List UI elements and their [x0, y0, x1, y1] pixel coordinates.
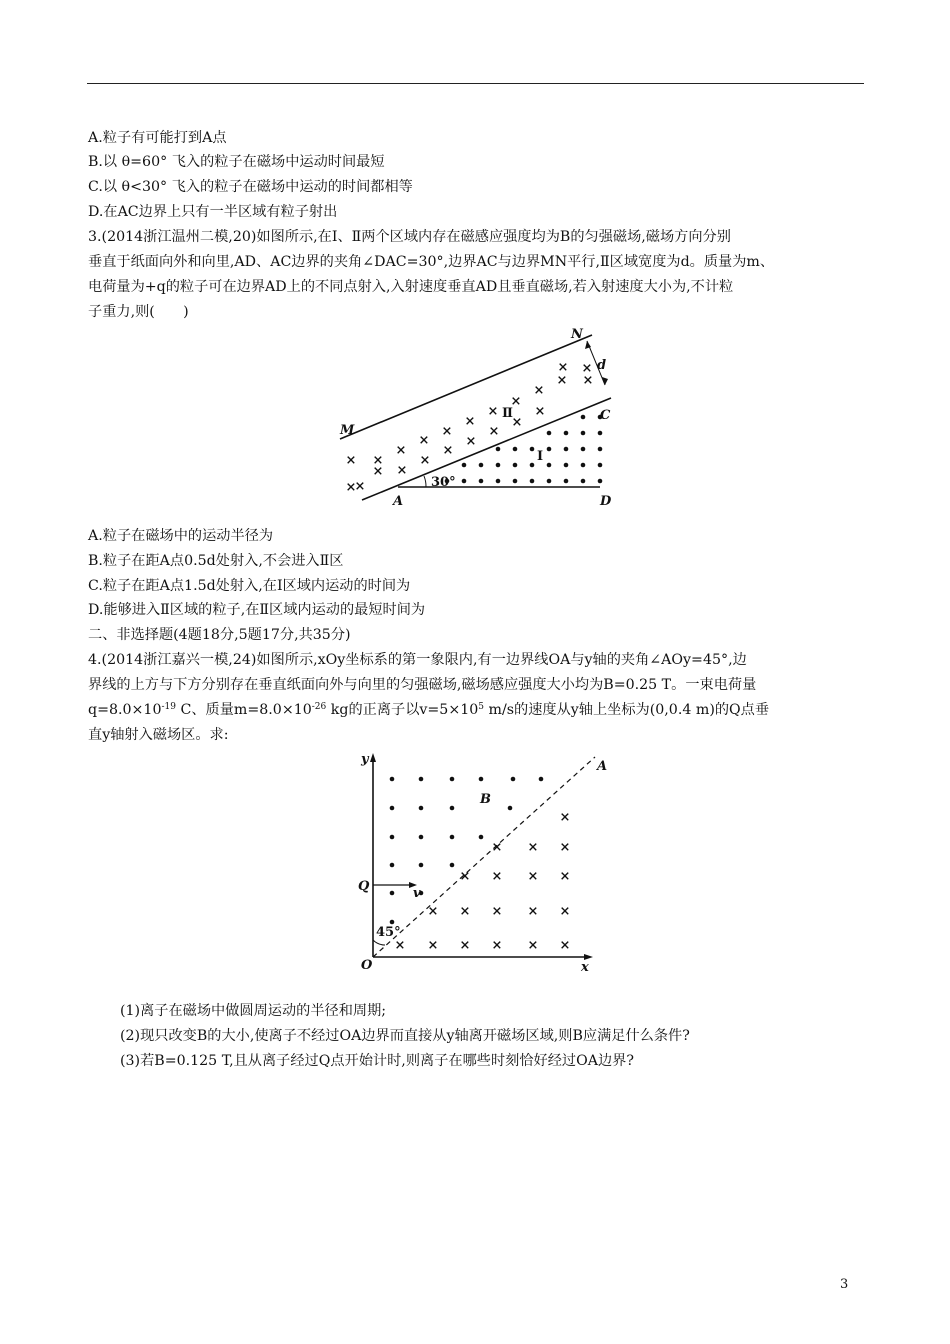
field-out-dot — [539, 777, 544, 782]
field-out-dot — [564, 431, 569, 436]
label-o: O — [361, 958, 373, 973]
field-in-symbol: × — [427, 904, 439, 919]
label-angle-45: 45° — [376, 925, 401, 940]
y-arrowhead — [370, 753, 376, 762]
q4-stem-line: 直y轴射入磁场区。求: — [88, 727, 229, 743]
field-in-symbol: × — [559, 869, 571, 884]
label-angle-30: 30° — [431, 475, 456, 490]
label-a: A — [393, 494, 404, 509]
field-in-symbol: × — [442, 443, 454, 458]
label-y: y — [361, 752, 369, 767]
q4-text: C、质量m=8.0×10 — [175, 702, 312, 718]
field-in-symbol: × — [459, 938, 471, 953]
field-out-dot — [598, 447, 603, 452]
field-in-symbol: × — [465, 434, 477, 449]
field-out-dot — [450, 777, 455, 782]
field-in-symbol: × — [559, 938, 571, 953]
q4-field-figure — [355, 745, 615, 975]
field-in-symbol: × — [427, 938, 439, 953]
field-out-dot — [419, 863, 424, 868]
field-in-symbol: × — [511, 415, 523, 430]
field-out-dot — [511, 777, 516, 782]
field-out-dot — [581, 479, 586, 484]
field-in-symbol: × — [395, 443, 407, 458]
field-out-dot — [513, 479, 518, 484]
q3-field-figure — [330, 322, 620, 512]
label-n: N — [571, 327, 583, 342]
field-in-symbol: × — [396, 463, 408, 478]
field-out-dot — [462, 463, 467, 468]
field-in-symbol: × — [459, 904, 471, 919]
q4-exponent: 5 — [478, 702, 484, 712]
field-out-dot — [547, 431, 552, 436]
q4-subquestion-3: (3)若B=0.125 T,且从离子经过Q点开始计时,则离子在哪些时刻恰好经过OA边界? — [120, 1053, 634, 1069]
field-out-dot — [390, 777, 395, 782]
header-rule — [87, 83, 864, 84]
q3-option-d: D.能够进入Ⅱ区域的粒子,在Ⅱ区域内运动的最短时间为 — [88, 602, 426, 618]
label-region-i: Ⅰ — [537, 449, 544, 464]
label-x: x — [581, 960, 589, 975]
field-out-dot — [390, 806, 395, 811]
field-in-symbol: × — [559, 904, 571, 919]
field-out-dot — [547, 479, 552, 484]
q2-option-c: C.以 θ<30° 飞入的粒子在磁场中运动的时间都相等 — [88, 179, 413, 195]
field-in-symbol: × — [441, 424, 453, 439]
field-in-symbol: × — [345, 453, 357, 468]
field-in-symbol: × — [533, 383, 545, 398]
field-out-dot — [564, 479, 569, 484]
q4-stem-line: 界线的上方与下方分别存在垂直纸面向外与向里的匀强磁场,磁场感应强度大小均为B=0.25 T。一束电荷量 — [88, 677, 757, 693]
q4-stem-line: 4.(2014浙江嘉兴一模,24)如图所示,xOy坐标系的第一象限内,有一边界线OA与y轴的夹角∠AOy=45°,边 — [88, 652, 747, 668]
field-out-dot — [390, 835, 395, 840]
field-out-dot — [581, 447, 586, 452]
field-in-symbol: × — [582, 373, 594, 388]
field-out-dot — [390, 891, 395, 896]
boundary-oa — [373, 757, 595, 957]
q4-stem-line — [88, 700, 769, 720]
field-in-symbol: × — [491, 840, 503, 855]
field-out-dot — [496, 447, 501, 452]
field-in-symbol: × — [459, 869, 471, 884]
q4-text: kg的正离子以v=5×10 — [326, 702, 479, 718]
field-out-dot — [390, 920, 395, 925]
field-in-symbol: × — [491, 904, 503, 919]
q4-text: q=8.0×10 — [88, 702, 162, 718]
angle-arc — [373, 940, 385, 945]
field-out-dot — [513, 447, 518, 452]
field-out-dot — [530, 447, 535, 452]
label-d-point: D — [600, 494, 612, 509]
field-out-dot — [508, 806, 513, 811]
field-out-dot — [496, 479, 501, 484]
field-out-dot — [547, 463, 552, 468]
q2-option-b: B.以 θ=60° 飞入的粒子在磁场中运动时间最短 — [88, 154, 385, 170]
field-in-symbol: × — [394, 938, 406, 953]
field-out-dot — [496, 463, 501, 468]
field-out-dot — [598, 431, 603, 436]
field-out-dot — [564, 447, 569, 452]
field-out-dot — [419, 835, 424, 840]
field-in-symbol: × — [557, 360, 569, 375]
field-out-dot — [598, 463, 603, 468]
field-out-dot — [530, 479, 535, 484]
field-in-symbol: × — [487, 404, 499, 419]
field-out-dot — [390, 863, 395, 868]
field-in-symbol: × — [527, 869, 539, 884]
field-out-dot — [564, 463, 569, 468]
q3-stem-line: 电荷量为+q的粒子可在边界AD上的不同点射入,入射速度垂直AD且垂直磁场,若入射速度大小为,不计粒 — [88, 279, 734, 295]
q4-subquestion-2: (2)现只改变B的大小,使离子不经过OA边界而直接从y轴离开磁场区域,则B应满足什么条件? — [120, 1028, 690, 1044]
q2-option-a: A.粒子有可能打到A点 — [88, 130, 227, 146]
field-in-symbol: × — [491, 869, 503, 884]
field-in-symbol: × — [345, 480, 357, 495]
q3-option-c: C.粒子在距A点1.5d处射入,在Ⅰ区域内运动的时间为 — [88, 578, 411, 594]
field-in-symbol: × — [534, 404, 546, 419]
q4-text: m/s的速度从y轴上坐标为(0,0.4 m)的Q点垂 — [484, 702, 770, 718]
field-in-symbol: × — [559, 840, 571, 855]
q3-option-b: B.粒子在距A点0.5d处射入,不会进入Ⅱ区 — [88, 553, 344, 569]
field-out-dot — [479, 463, 484, 468]
label-q: Q — [358, 879, 370, 894]
field-out-dot — [581, 415, 586, 420]
q3-stem-line: 垂直于纸面向外和向里,AD、AC边界的夹角∠DAC=30°,边界AC与边界MN平行,Ⅱ区域宽度为d。质量为m、 — [88, 254, 775, 270]
field-in-symbol: × — [510, 394, 522, 409]
field-in-symbol: × — [527, 904, 539, 919]
label-b: B — [480, 792, 491, 807]
field-in-symbol: × — [491, 938, 503, 953]
q4-subquestion-1: (1)离子在磁场中做圆周运动的半径和周期; — [120, 1003, 387, 1019]
page-number: 3 — [840, 1277, 849, 1292]
field-in-symbol: × — [527, 840, 539, 855]
field-in-symbol: × — [527, 938, 539, 953]
field-out-dot — [450, 835, 455, 840]
label-region-ii: Ⅱ — [502, 406, 513, 421]
field-in-symbol: × — [464, 414, 476, 429]
field-out-dot — [419, 806, 424, 811]
field-out-dot — [479, 479, 484, 484]
field-in-symbol: × — [556, 373, 568, 388]
q3-option-a: A.粒子在磁场中的运动半径为 — [88, 528, 274, 544]
q3-stem-line: 子重力,则( ) — [88, 304, 189, 320]
q4-exponent: -19 — [161, 702, 176, 712]
q3-stem-line: 3.(2014浙江温州二模,20)如图所示,在Ⅰ、Ⅱ两个区域内存在磁感应强度均为B的匀强磁场,磁场方向分别 — [88, 229, 731, 245]
field-in-symbol: × — [372, 453, 384, 468]
field-in-symbol: × — [559, 810, 571, 825]
q2-option-d: D.在AC边界上只有一半区域有粒子射出 — [88, 204, 338, 220]
field-in-symbol: × — [581, 361, 593, 376]
label-d: d — [597, 358, 607, 373]
field-out-dot — [581, 463, 586, 468]
field-out-dot — [479, 777, 484, 782]
field-in-symbol: × — [488, 424, 500, 439]
field-out-dot — [479, 835, 484, 840]
field-out-dot — [581, 431, 586, 436]
q4-exponent: -26 — [311, 702, 327, 712]
field-in-symbol: × — [419, 453, 431, 468]
label-m: M — [340, 423, 355, 438]
field-out-dot — [547, 447, 552, 452]
field-out-dot — [462, 479, 467, 484]
field-out-dot — [598, 479, 603, 484]
field-out-dot — [530, 463, 535, 468]
angle-arc — [424, 476, 426, 487]
field-out-dot — [450, 806, 455, 811]
field-out-dot — [513, 463, 518, 468]
label-a: A — [597, 759, 608, 774]
field-out-dot — [419, 777, 424, 782]
label-v: v — [413, 886, 421, 901]
field-in-symbol: × — [372, 464, 384, 479]
section-title: 二、非选择题(4题18分,5题17分,共35分) — [88, 627, 351, 643]
field-in-symbol: × — [418, 433, 430, 448]
field-in-symbol: × — [354, 479, 366, 494]
field-out-dot — [450, 863, 455, 868]
label-c: C — [600, 408, 611, 423]
